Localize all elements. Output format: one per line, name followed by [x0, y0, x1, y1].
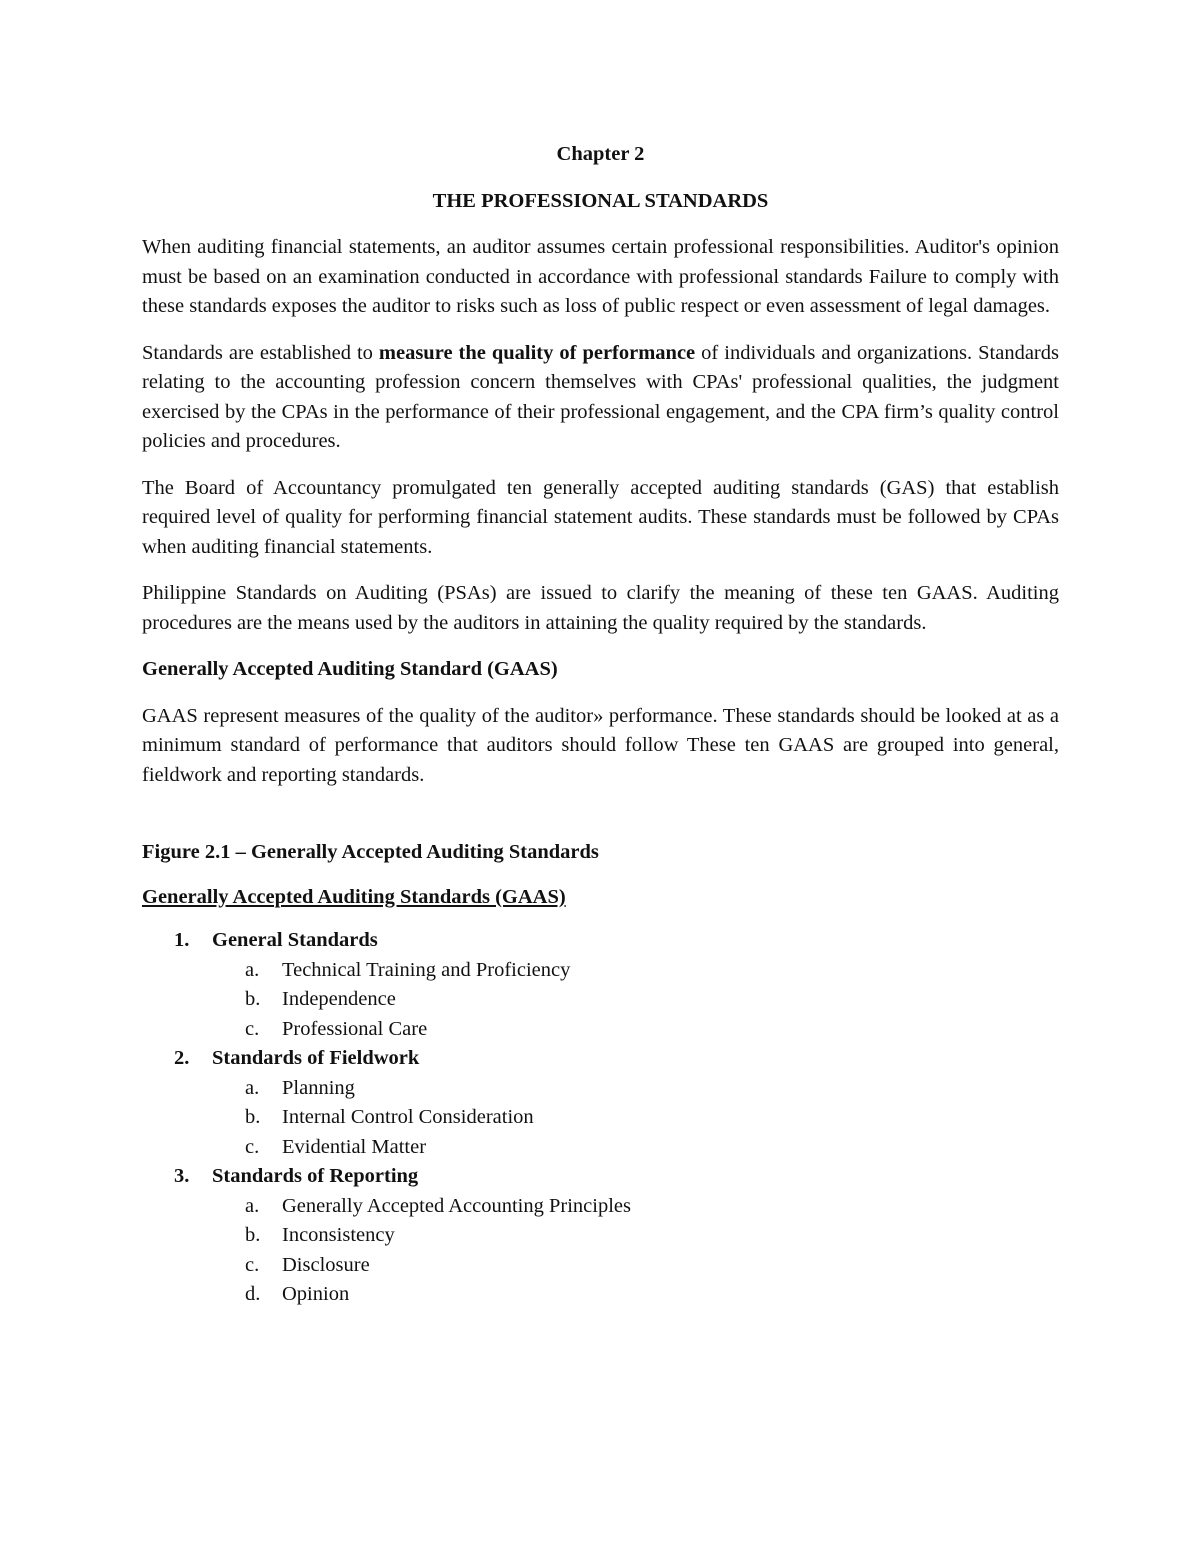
item-letter: a.	[245, 958, 260, 981]
figure-caption: Figure 2.1 – Generally Accepted Auditing Standards	[142, 841, 599, 863]
item-text: Technical Training and Proficiency	[282, 958, 571, 981]
item-letter: b.	[245, 988, 261, 1010]
paragraph-gaas: GAAS represent measures of the quality of the auditor» performance. These standards should be looked at as a minimum standard of performance that auditors should follow These ten GAAS are grouped into general, fieldwork and reporting standards.	[142, 704, 1059, 786]
group-number: 3.	[174, 1165, 190, 1187]
item-text: Evidential Matter	[282, 1135, 427, 1158]
gaas-groups-list	[142, 926, 1059, 1310]
paragraph-intro: When auditing financial statements, an auditor assumes certain professional responsibilities. Auditor's opinion must be based on an examination conducted in accordance with professional standards Failure to comply with these standards exposes the auditor to risks such as loss of public respect or even assessment of legal damages.	[142, 236, 1059, 317]
list-item	[212, 1192, 1059, 1222]
list-item	[212, 1251, 1059, 1281]
list-item	[212, 1103, 1059, 1133]
item-text: Inconsistency	[282, 1224, 395, 1246]
list-item	[212, 1280, 1059, 1310]
item-letter: a.	[245, 1194, 260, 1217]
item-text: Planning	[282, 1076, 355, 1099]
item-letter: d.	[245, 1283, 261, 1305]
group-items	[212, 1074, 1059, 1163]
group-items	[212, 956, 1059, 1045]
item-letter: b.	[245, 1106, 261, 1128]
list-item	[212, 1133, 1059, 1163]
item-letter: a.	[245, 1076, 260, 1099]
list-item	[212, 1221, 1059, 1251]
group-title: General Standards	[212, 929, 378, 951]
gaas-group	[142, 1162, 1059, 1310]
item-text: Opinion	[282, 1283, 350, 1305]
paragraph-standards-emphasis: measure the quality of performance	[378, 341, 696, 364]
group-title: Standards of Fieldwork	[212, 1047, 420, 1069]
paragraph-standards	[142, 339, 1059, 457]
item-text: Internal Control Consideration	[282, 1106, 534, 1128]
group-title: Standards of Reporting	[212, 1165, 419, 1187]
paragraph-standards-start: Standards are established to	[142, 341, 379, 364]
paragraph-board: The Board of Accountancy promulgated ten generally accepted auditing standards (GAS) that establish required level of quality for performing financial statement audits. These standards must be followed by CPAs when auditing financial statements.	[142, 476, 1059, 558]
group-number: 2.	[174, 1047, 190, 1069]
item-text: Generally Accepted Accounting Principles	[282, 1194, 631, 1217]
list-item	[212, 956, 1059, 986]
paragraph-standards-end: of individuals and organizations. Standards relating to the accounting profession concern themselves with CPAs' professional qualities, the judgment exercised by the CPAs in the performance of their professional engagement, and the CPA firm’s quality control policies and procedures.	[142, 341, 1059, 452]
group-items	[212, 1192, 1059, 1310]
gaas-heading: Generally Accepted Auditing Standard (GAAS)	[142, 658, 558, 680]
group-number: 1.	[174, 929, 190, 951]
item-letter: c.	[245, 1017, 260, 1040]
gaas-group	[142, 1044, 1059, 1162]
figure-subtitle: Generally Accepted Auditing Standards (GAAS)	[142, 885, 566, 908]
list-item	[212, 985, 1059, 1015]
list-item	[212, 1074, 1059, 1104]
item-text: Disclosure	[282, 1253, 370, 1276]
gaas-group	[142, 926, 1059, 1044]
chapter-title: THE PROFESSIONAL STANDARDS	[432, 189, 769, 212]
item-letter: c.	[245, 1253, 260, 1276]
list-item	[212, 1015, 1059, 1045]
item-text: Independence	[282, 988, 396, 1010]
item-text: Professional Care	[282, 1017, 428, 1040]
item-letter: b.	[245, 1224, 261, 1246]
paragraph-psas: Philippine Standards on Auditing (PSAs) are issued to clarify the meaning of these ten GAAS. Auditing procedures are the means used by the auditors in attaining the quality required by the standards.	[142, 582, 1059, 634]
document-page	[142, 140, 1059, 1310]
chapter-label: Chapter 2	[556, 143, 645, 165]
item-letter: c.	[245, 1135, 260, 1158]
